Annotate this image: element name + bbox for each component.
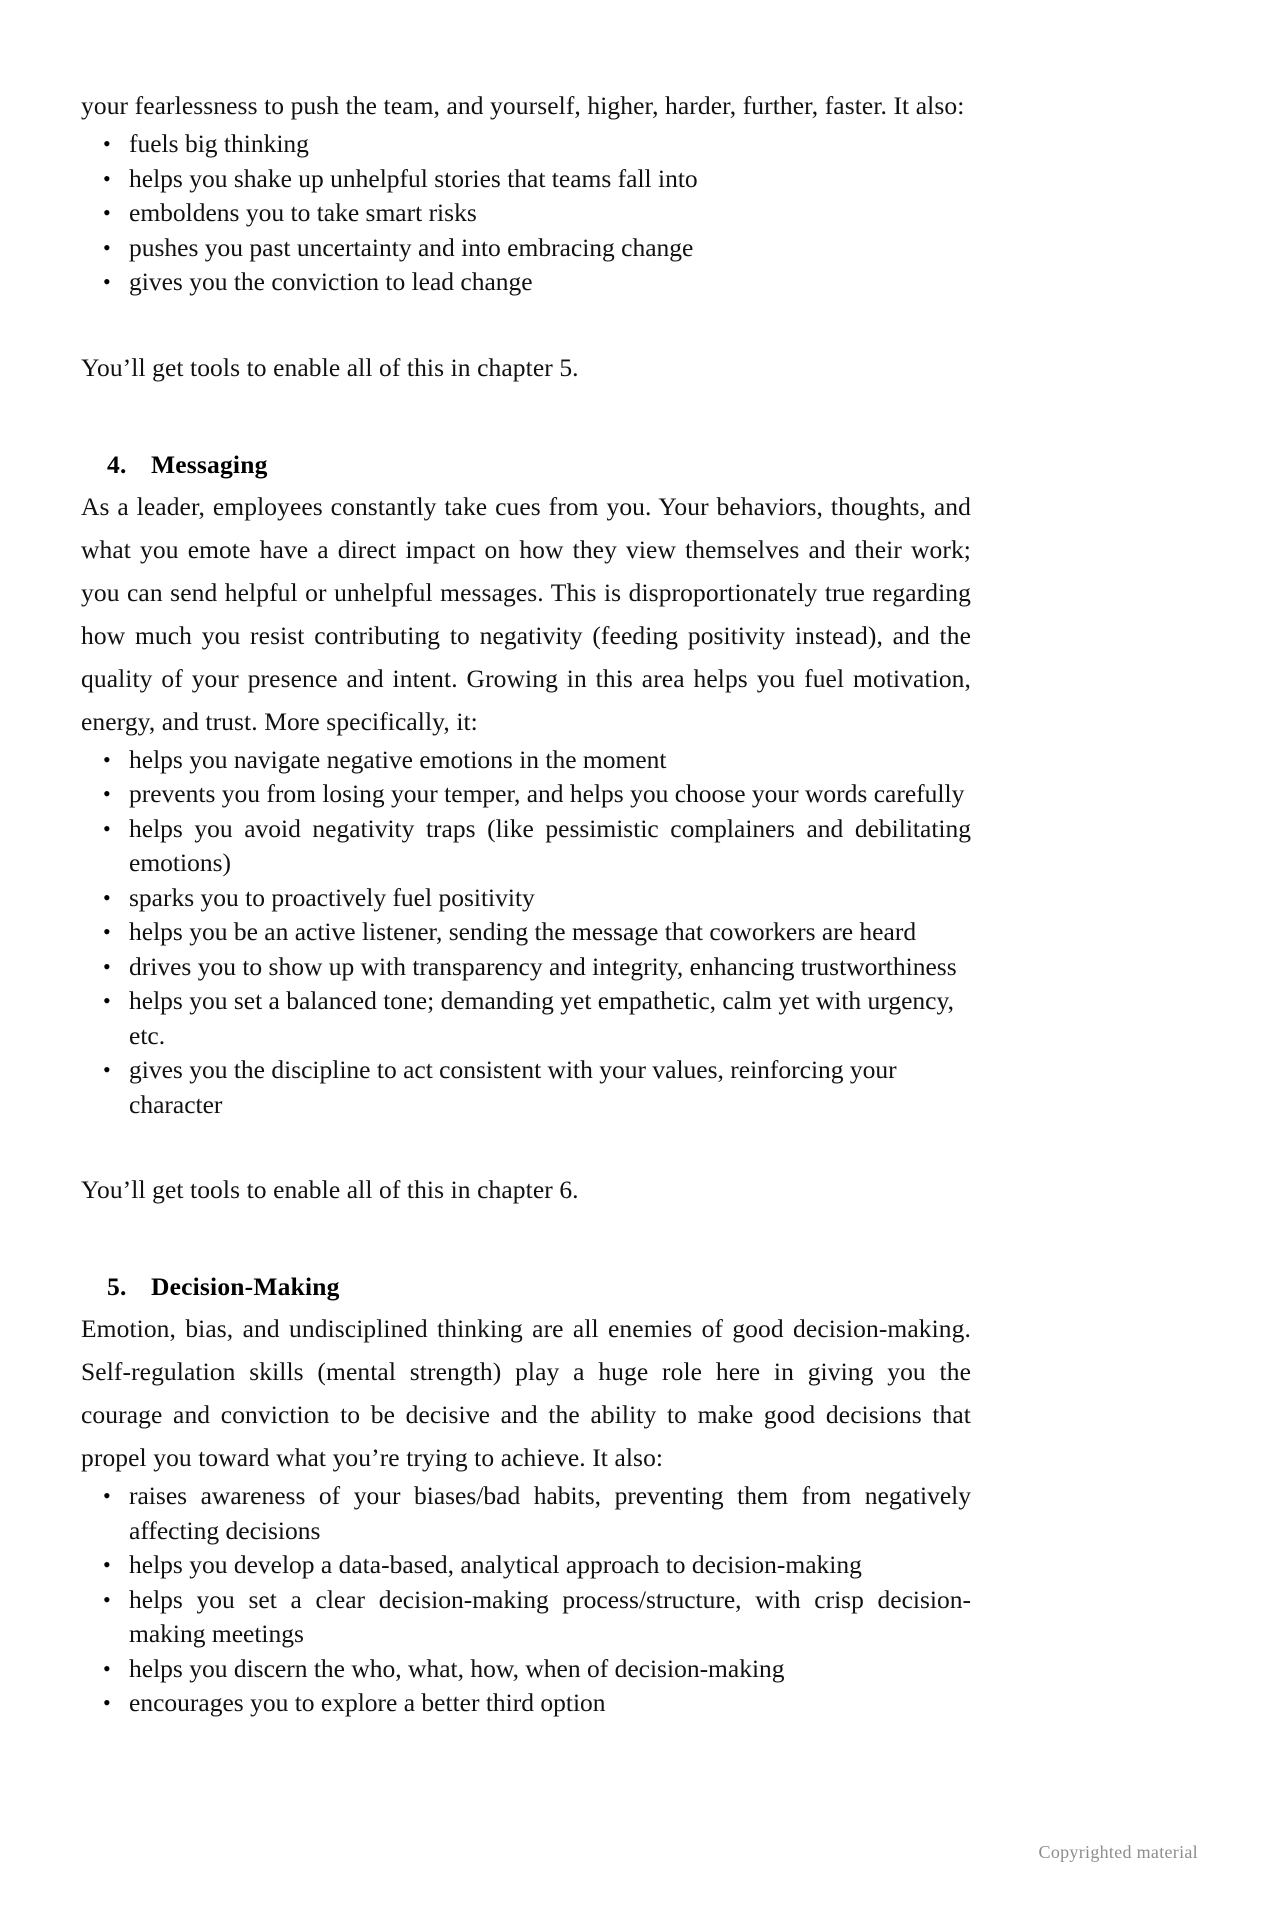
list-item-text: prevents you from losing your temper, and helps you choose your words carefully [129, 779, 965, 808]
copyright-notice: Copyrighted material [1038, 1842, 1198, 1862]
section-heading-decision-making [81, 1267, 971, 1307]
list-item [81, 1548, 971, 1583]
list-item [81, 1479, 971, 1548]
list-item-text: helps you set a clear decision-making process/structure, with crisp decision-making meetings [129, 1584, 971, 1648]
section-number: 4. [107, 449, 127, 479]
list-item-text: raises awareness of your biases/bad habits, preventing them from negatively affecting decisions [129, 1481, 971, 1545]
list-item [81, 984, 971, 1053]
list-item-text: fuels big thinking [129, 129, 309, 158]
list-item [81, 743, 971, 778]
list-item-text: helps you be an active listener, sending the message that coworkers are heard [129, 917, 917, 946]
spacer [81, 389, 971, 445]
list-item [81, 777, 971, 812]
spacer [81, 1122, 971, 1168]
list-item [81, 915, 971, 950]
list-item [81, 881, 971, 916]
intro-bullet-list [81, 127, 971, 300]
page-content [81, 84, 971, 1721]
list-item [81, 231, 971, 266]
list-item-text: helps you navigate negative emotions in the moment [129, 744, 667, 774]
list-item [81, 950, 971, 985]
spacer [81, 1211, 971, 1267]
section-number: 5. [107, 1272, 127, 1301]
list-item [81, 196, 971, 231]
list-item-text: drives you to show up with transparency and integrity, enhancing trustworthiness [129, 951, 957, 981]
decision-making-bullet-list [81, 1479, 971, 1721]
list-item [81, 1583, 971, 1652]
intro-continued-paragraph: your fearlessness to push the team, and yourself, higher, harder, further, faster. It also: [81, 91, 965, 120]
list-item-text: encourages you to explore a better third option [129, 1688, 606, 1717]
section-heading-messaging [81, 445, 971, 485]
section-paragraph-messaging: As a leader, employees constantly take cues from you. Your behaviors, thoughts, and what you emote have a direct impact on how they view themselves and their work; you can send helpful or unhelpful messages. This is disproportionately true regarding how much you resist contributing to negativity (feeding positivity instead), and the quality of your presence and intent. Growing in this area helps you fuel motivation, energy, and trust. More specifically, it: [81, 491, 971, 736]
list-item [81, 265, 971, 300]
list-item [81, 1652, 971, 1687]
intro-closing-line: You’ll get tools to enable all of this in chapter 5. [81, 352, 579, 382]
list-item [81, 1053, 971, 1122]
list-item-text: sparks you to proactively fuel positivity [129, 882, 535, 912]
list-item-text: emboldens you to take smart risks [129, 198, 477, 227]
list-item [81, 127, 971, 162]
list-item-text: pushes you past uncertainty and into embracing change [129, 232, 694, 262]
list-item [81, 1686, 971, 1721]
messaging-bullet-list [81, 743, 971, 1123]
spacer [81, 300, 971, 346]
list-item-text: helps you develop a data-based, analytical approach to decision-making [129, 1550, 862, 1579]
list-item-text: helps you discern the who, what, how, when of decision-making [129, 1653, 785, 1683]
list-item-text: helps you avoid negativity traps (like pessimistic complainers and debilitating emotions) [129, 813, 971, 877]
list-item-text: gives you the discipline to act consistent with your values, reinforcing your character [129, 1055, 897, 1119]
messaging-closing-line: You’ll get tools to enable all of this in chapter 6. [81, 1175, 579, 1204]
list-item-text: helps you set a balanced tone; demanding yet empathetic, calm yet with urgency, etc. [129, 986, 954, 1050]
list-item [81, 162, 971, 197]
list-item [81, 812, 971, 881]
list-item-text: gives you the conviction to lead change [129, 267, 533, 296]
list-item-text: helps you shake up unhelpful stories that teams fall into [129, 163, 698, 193]
section-title: Decision-Making [151, 1272, 340, 1301]
section-title: Messaging [151, 449, 268, 479]
section-paragraph-decision-making: Emotion, bias, and undisciplined thinking are all enemies of good decision-making. Self-regulation skills (mental strength) play a huge role here in giving you the courage and conviction to be decisive and the ability to make good decisions that propel you toward what you’re trying to achieve. It also: [81, 1314, 971, 1472]
